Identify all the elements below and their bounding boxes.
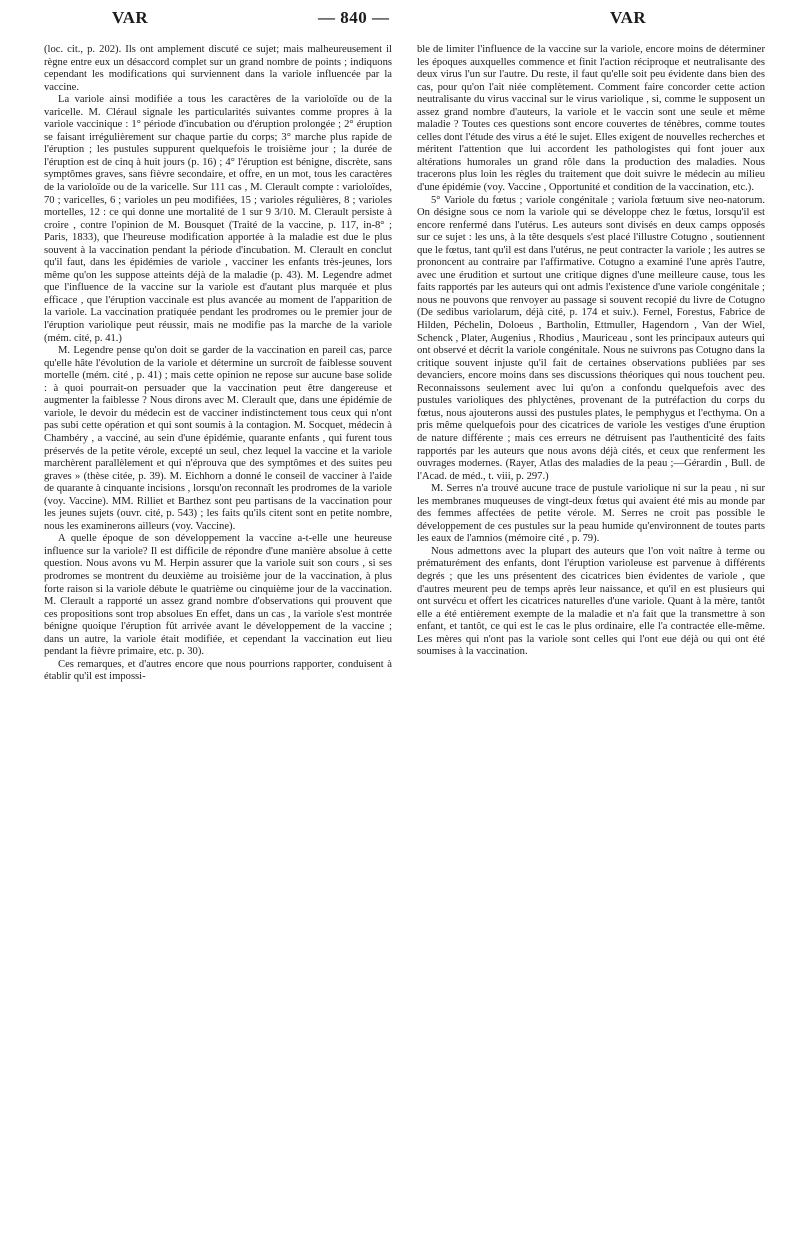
- left-column: [44, 44, 392, 684]
- running-head-right: VAR: [610, 8, 647, 27]
- paragraph: Ces remarques, et d'autres encore que nous pourrions rapporter, conduisent à établir qu'il est impossi-: [44, 658, 392, 683]
- paragraph: ble de limiter l'influence de la vaccine sur la variole, encore moins de déterminer les époques auxquelles commence et finit l'action réciproque et neutralisante des deux virus l'un sur l'autre. Du reste, il faut qu'elle soit peu évidente dans bien des cas, pour qu'on l'ait niée complètement. Comment faire concorder cette action neutralisante du virus vaccinal sur le virus variolique , si, comme le supposent un assez grand nombre d'auteurs, la variole et le vaccin sont une seule et même maladie ? Toutes ces questions sont encore couvertes de ténèbres, comme toutes celles dont l'étude des virus a été le sujet. Elles exigent de nouvelles recherches et méritent l'attention que lui accordent les pathologistes qui font jouer aux altérations humorales un grand rôle dans la production des maladies. Nous tracerons plus loin les règles du traitement que doit suivre le médecin au milieu d'une épidémie (voy. Vaccine , Opportunité et condition de la vaccination, etc.).: [417, 44, 765, 194]
- paragraph: A quelle époque de son développement la vaccine a-t-elle une heureuse influence sur la variole? Il est difficile de répondre d'une manière absolue à cette question. Nous avons vu M. Herpin assurer que la variole suit son cours , si ses prodromes se montrent du deuxième au troisième jour de la vaccination, à plus forte raison si la variole débute le quatrième ou cinquième jour de la vaccination. M. Clerault a rapporté un assez grand nombre d'observations qui prouvent que ces propositions sont trop absolues En effet, dans un cas , la variole s'est montrée bénigne quoique l'éruption fût arrivée avant le développement de la vaccine ; dans un autre, la variole était modifiée, et cependant la vaccination eut lieu pendant la fièvre primaire, etc. p. 30).: [44, 533, 392, 658]
- paragraph: M. Legendre pense qu'on doit se garder de la vaccination en pareil cas, parce qu'elle hâte l'évolution de la variole et détermine un surcroît de faiblesse souvent mortelle (mém. cité , p. 41) ; mais cette opinion ne repose sur aucune base solide : à quoi pourrait-on persuader que la vaccination peut être dangereuse et augmenter la faiblesse ? Nous dirons avec M. Clerault que, dans une épidémie de variole, le devoir du médecin est de vacciner indistinctement tous ceux qui n'ont pas subi cette opération et qui sont soumis à la contagion. M. Socquet, médecin à Chambéry , a vacciné, au sein d'une épidémie, quarante enfants , qui furent tous préservés de la petite vérole, excepté un seul, chez lequel la vaccine et la variole marchèrent parallèlement et qui n'éprouva que des symptômes et des suites peu graves » (thèse citée, p. 39). M. Eichhorn a donné le conseil de vacciner à l'aide de quarante à cinquante incisions , lorsqu'on reconnaît les prodromes de la variole (voy. Vaccine). MM. Rilliet et Barthez sont peu partisans de la vaccination pour les jeunes sujets (ouvr. cité, p. 543) ; les faits qu'ils citent sont en petite nombre, nous les examinerons ailleurs (voy. Vaccine).: [44, 345, 392, 532]
- right-column: [417, 44, 765, 659]
- page-number: — 840 —: [318, 8, 390, 27]
- paragraph: M. Serres n'a trouvé aucune trace de pustule variolique ni sur la peau , ni sur les membranes muqueuses de vingt-deux fœtus qui avaient été mis au monde par des femmes affectées de petite vérole. M. Serres ne croit pas possible le développement de ces pustules sur la peau humide qu'environnent de toutes parts les eaux de l'amnios (mémoire cité , p. 79).: [417, 483, 765, 545]
- running-head-left: VAR: [112, 8, 149, 27]
- paragraph: 5° Variole du fœtus ; variole congénitale ; variola fœtuum sive neo-natorum. On désigne sous ce nom la variole qui se développe chez le fœtus, lorsqu'il est encore renfermé dans l'utérus. Les auteurs sont divisés en deux camps opposés sur ce sujet : les uns, à la tête desquels s'est placé l'illustre Cotugno , soutiennent que le fœtus, tant qu'il est dans l'utérus, ne peut contracter la variole ; les autres se prononcent au contraire par l'affirmative. Cotugno a examiné l'une après l'autre, avec une érudition et surtout une critique dignes d'une meilleure cause, tous les faits rapportés par les auteurs qui ont admis l'existence d'une variole congénitale ; nous ne pouvons que renvoyer au passage si souvent recopié du livre de Cotugno (De sedibus variolarum, déjà cité, p. 174 et suiv.). Fernel, Forestus, Fabrice de Hilden, Péchelin, Doloeus , Bartholin, Ettmuller, Hagendorn , Van der Wiel, Schenck , Plater, Augenius , Rhodius , Mauriceau , sont les principaux auteurs qui ont observé et décrit la variole congénitale. Nous ne suivrons pas Cotugno dans la critique souvent injuste qu'il fait de certaines observations publiées par ses devanciers, encore moins dans ses discussions théoriques qui nous touchent peu. Reconnaissons seulement avec lui qu'on a confondu quelquefois avec des pustules varioliques des phlyctènes, provenant de la putréfaction du corps du fœtus, nous ajouterons aussi des pustules plates, le pemphygus et l'ecthyma. On a pris même quelquefois pour des cicatrices de variole les vestiges d'une éruption de nature différente ; mais ces erreurs ne détruisent pas l'authenticité des faits rapportés par les auteurs que nous avons déjà cités, et ceux que renferment les ouvrages modernes. (Rayer, Atlas des maladies de la peau ;—Gérardin , Bull. de l'Acad. de méd., t. viii, p. 297.): [417, 194, 765, 482]
- paragraph: (loc. cit., p. 202). Ils ont amplement discuté ce sujet; mais malheureusement il règne entre eux un désaccord complet sur un grand nombre de points ; indiquons cependant les modifications qui surviennent dans la variole influencée par la vaccine.: [44, 44, 392, 93]
- paragraph: Nous admettons avec la plupart des auteurs que l'on voit naître à terme ou prématurément des enfants, dont l'éruption varioleuse est parvenue à différents degrés ; que les uns présentent des cicatrices bien évidentes de variole , que d'autres meurent peu de temps après leur naissance, et qu'il en est plusieurs qui ont survécu et offert les cicatrices naturelles d'une variole. Quant à la mère, tantôt elle a été entièrement exempte de la maladie et n'a fait que la transmettre à son enfant, et tantôt, ce qui est le cas le plus ordinaire, elle l'a contractée elle-même. Les mères qui n'ont pas la variole sont celles qui l'ont eue déjà ou qui ont été soumises à la vaccination.: [417, 545, 765, 658]
- page-header: [0, 8, 800, 34]
- paragraph: La variole ainsi modifiée a tous les caractères de la varioloïde ou de la varicelle. M. Cléraul signale les particularités suivantes comme propres à la variole vaccinique : 1° période d'incubation ou d'éruption prolongée ; 2° éruption se faisant irrégulièrement sur chaque partie du corps; 3° marche plus rapide de l'éruption ; les pustules suppurent quelquefois le troisième jour ; la durée de l'éruption est de cinq à huit jours (p. 16) ; 4° l'éruption est bénigne, discrète, sans symptômes graves, sans fièvre secondaire, et offre, en un mot, tous les caractères de la varioloïde ou de la varicelle. Sur 111 cas , M. Clerault compte : varioloïdes, 70 ; varicelles, 6 ; varioles un peu modifiées, 15 ; varioles régulières, 8 ; varioles mortelles, 12 : ce qui donne une mortalité de 1 sur 9 3/10. M. Clerault persiste à croire , contre l'opinion de M. Bousquet (Traité de la vaccine, p. 117, in-8° ; Paris, 1833), que l'heureuse modification apportée à la maladie est due le plus souvent à la vaccination pendant la période d'incubation. M. Clerault en conclut qu'il faut, dans les épidémies de variole , vacciner les enfants très-jeunes, lors même qu'on les suppose atteints déjà de la maladie (p. 43). M. Legendre admet que l'influence de la vaccine sur la variole est d'autant plus marquée et plus efficace , que l'éruption vaccinale est plus avancée au moment de l'apparition de la variole. La vaccination pratiquée pendant les prodromes ou le premier jour de l'éruption variolique peut réussir, mais ne modifie pas la marche de la variole (mém. cité, p. 41.): [44, 94, 392, 344]
